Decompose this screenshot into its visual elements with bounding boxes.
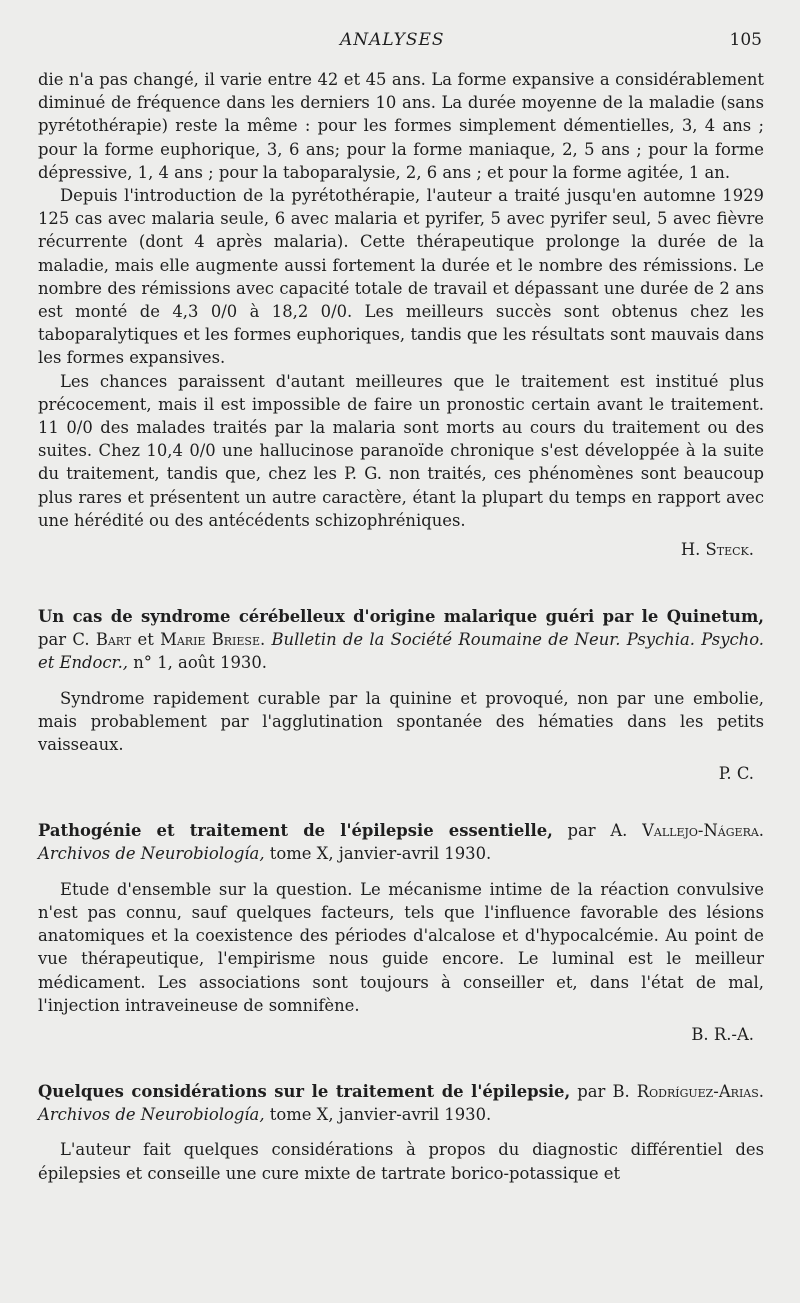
running-head (0, 30, 800, 56)
author-name: Briese. (211, 630, 266, 650)
review-cerebellar-syndrome (38, 605, 764, 785)
page-content (38, 68, 764, 1185)
review-header (38, 605, 764, 675)
review-by: par (567, 821, 596, 841)
review-and: et (137, 630, 154, 650)
review-paragraph: L'auteur fait quelques considérations à propos du diagnostic différentiel des épilepsies et conseille une cure mixte de tartrate borico-potassique et (38, 1140, 764, 1183)
review-paragraph: die n'a pas changé, il varie entre 42 et 45 ans. La forme expansive a considérablement diminué de fréquence dans les derniers 10 ans. La durée moyenne de la maladie (sans pyrétothérapie) reste la même : pour les formes simplement démentielles, 3, 4 ans ; pour la forme euphorique, 3, 6 ans; pour la forme maniaque, 2, 5 ans ; pour la forme dépressive, 1, 4 ans ; pour la taboparalysie, 2, 6 ans ; et pour la forme agitée, 1 an. (38, 70, 764, 182)
review-epilepsy-treatment (38, 1080, 764, 1185)
author-name: Vallejo-Nágera. (642, 821, 765, 841)
signature-name: Steck. (705, 540, 754, 560)
review-steck (38, 68, 764, 561)
review-by: par (577, 1081, 606, 1101)
review-signature: P. C. (718, 764, 754, 784)
author-initial: A. (610, 821, 628, 841)
review-epilepsy-pathogenesis (38, 819, 764, 1046)
review-paragraph: Etude d'ensemble sur la question. Le mécanisme intime de la réaction convulsive n'est pas connu, sauf quelques facteurs, tels que l'influence favorable des lésions anatomiques et la coexistence des périodes d'alcalose et d'hypocalcémie. Au point de vue thérapeutique, l'empirisme nous guide encore. Le luminal est le meilleur médicament. Les associations sont toujours à conseiller et, dans l'état de mal, l'injection intraveineuse de somnifène. (38, 879, 764, 1015)
running-title: ANALYSES (340, 30, 445, 50)
journal-name: Archivos de Neurobiología, (38, 844, 265, 864)
review-paragraph: Syndrome rapidement curable par la quinine et provoqué, non par une embolie, mais probablement par l'agglutination spontanée des hématies dans les petits vaisseaux. (38, 688, 764, 755)
review-by: par (38, 630, 67, 650)
review-title: Un cas de syndrome cérébelleux d'origine malarique guéri par le Quinetum, (38, 607, 764, 627)
review-header (38, 1080, 764, 1126)
journal-issue: tome X, janvier-avril 1930. (269, 844, 492, 864)
review-title: Pathogénie et traitement de l'épilepsie essentielle, (38, 821, 553, 841)
page-number: 105 (729, 30, 762, 50)
review-paragraph: Depuis l'introduction de la pyrétothérapie, l'auteur a traité jusqu'en automne 1929 125 cas avec malaria seule, 6 avec malaria et pyrifer, 5 avec pyrifer seul, 5 avec fièvre récurrente (dont 4 après malaria). Cette thérapeutique prolonge la durée de la maladie, mais elle augmente aussi fortement la durée et le nombre des rémissions. Le nombre des rémissions avec capacité totale de travail et dépassant une durée de 2 ans est monté de 4,3 0/0 à 18,2 0/0. Les meilleurs succès sont obtenus chez les taboparalytiques et les formes euphoriques, tandis que les résultats sont mauvais dans les formes expansives. (38, 186, 764, 368)
journal-name: Bulletin de la Société Roumaine de Neur. Psychia. Psycho. et Endocr., (38, 630, 765, 673)
author-first-name: Marie (160, 630, 206, 650)
author-name: Bart (95, 630, 132, 650)
review-header (38, 819, 764, 865)
review-signature (38, 538, 764, 561)
journal-name: Archivos de Neurobiología, (38, 1105, 265, 1125)
review-signature: B. R.-A. (691, 1024, 754, 1044)
review-paragraph: Les chances paraissent d'autant meilleures que le traitement est institué plus précocement, mais il est impossible de faire un pronostic certain avant le traitement. 11 0/0 des malades traités par la malaria sont morts au cours du traitement ou des suites. Chez 10,4 0/0 une hallucinose paranoïde chronique s'est développée à la suite du traitement, tandis que, chez les P. G. non traités, ces phénomènes sont beaucoup plus rares et présentent un autre caractère, étant la plupart du temps en rapport avec une hérédité ou des antécédents schizophréniques. (38, 371, 764, 530)
author-name: Rodríguez-Arias. (636, 1081, 764, 1101)
review-title: Quelques considérations sur le traitement de l'épilepsie, (38, 1081, 571, 1101)
signature-initial: H. (680, 540, 701, 560)
author-initial: B. (612, 1081, 630, 1101)
author-initial: C. (72, 630, 90, 650)
journal-issue: tome X, janvier-avril 1930. (269, 1105, 492, 1125)
journal-issue: n° 1, août 1930. (133, 653, 267, 673)
